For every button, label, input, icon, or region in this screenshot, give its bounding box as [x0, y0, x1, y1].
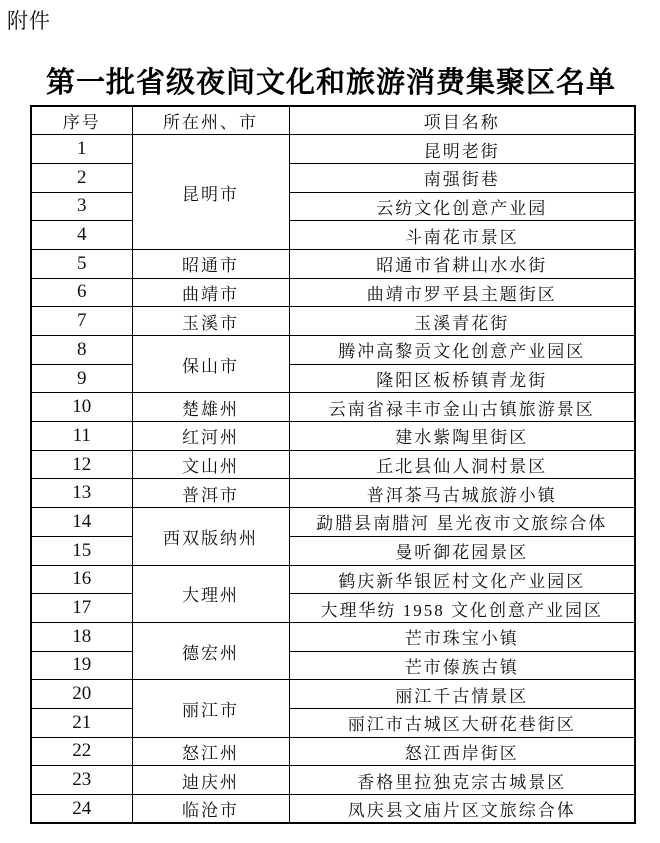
- cell-index: 9: [31, 364, 132, 393]
- table-row: [31, 508, 635, 537]
- table-row: [31, 221, 635, 250]
- cell-region: 临沧市: [132, 795, 289, 824]
- cell-project: 云南省禄丰市金山古镇旅游景区: [289, 393, 635, 422]
- cell-project: 怒江西岸街区: [289, 737, 635, 766]
- cell-project: 昆明老街: [289, 135, 635, 164]
- cell-index: 7: [31, 307, 132, 336]
- cell-project: 曼听御花园景区: [289, 536, 635, 565]
- cell-index: 15: [31, 536, 132, 565]
- cell-project: 曲靖市罗平县主题街区: [289, 278, 635, 307]
- cell-index: 5: [31, 249, 132, 278]
- cell-index: 21: [31, 708, 132, 737]
- cell-region: 丽江市: [132, 680, 289, 737]
- cell-project: 玉溪青花街: [289, 307, 635, 336]
- cell-region: 红河州: [132, 422, 289, 451]
- column-header-project: 项目名称: [289, 106, 635, 135]
- cell-region: 曲靖市: [132, 278, 289, 307]
- cell-index: 17: [31, 594, 132, 623]
- cell-index: 14: [31, 508, 132, 537]
- cell-project: 丽江千古情景区: [289, 680, 635, 709]
- table-row: [31, 249, 635, 278]
- table-row: [31, 135, 635, 164]
- cell-index: 16: [31, 565, 132, 594]
- roster-table-container: [30, 105, 636, 824]
- cell-project: 香格里拉独克宗古城景区: [289, 766, 635, 795]
- table-row: [31, 163, 635, 192]
- cell-project: 隆阳区板桥镇青龙街: [289, 364, 635, 393]
- cell-region: 普洱市: [132, 479, 289, 508]
- cell-project: 腾冲高黎贡文化创意产业园区: [289, 336, 635, 365]
- page-title: 第一批省级夜间文化和旅游消费集聚区名单: [45, 67, 616, 99]
- cell-index: 10: [31, 393, 132, 422]
- cell-index: 19: [31, 651, 132, 680]
- cell-region: 怒江州: [132, 737, 289, 766]
- cell-region: 保山市: [132, 336, 289, 393]
- cell-index: 24: [31, 795, 132, 824]
- column-header-index: 序号: [31, 106, 132, 135]
- cell-project: 普洱茶马古城旅游小镇: [289, 479, 635, 508]
- cell-index: 23: [31, 766, 132, 795]
- cell-region: 大理州: [132, 565, 289, 622]
- cell-project: 勐腊县南腊河 星光夜市文旅综合体: [289, 508, 635, 537]
- cell-project: 芒市傣族古镇: [289, 651, 635, 680]
- cell-index: 18: [31, 622, 132, 651]
- cell-index: 8: [31, 336, 132, 365]
- cell-index: 3: [31, 192, 132, 221]
- cell-index: 1: [31, 135, 132, 164]
- cell-region: 昭通市: [132, 249, 289, 278]
- table-row: [31, 622, 635, 651]
- table-row: [31, 307, 635, 336]
- cell-region: 楚雄州: [132, 393, 289, 422]
- table-row: [31, 364, 635, 393]
- cell-region: 昆明市: [132, 135, 289, 250]
- table-row: [31, 192, 635, 221]
- cell-project: 鹤庆新华银匠村文化产业园区: [289, 565, 635, 594]
- table-row: [31, 708, 635, 737]
- cell-project: 丘北县仙人洞村景区: [289, 450, 635, 479]
- cell-project: 云纺文化创意产业园: [289, 192, 635, 221]
- attachment-label: 附件: [7, 10, 51, 33]
- cell-project: 斗南花市景区: [289, 221, 635, 250]
- cell-project: 大理华纺 1958 文化创意产业园区: [289, 594, 635, 623]
- table-row: [31, 651, 635, 680]
- table-row: [31, 278, 635, 307]
- cell-index: 11: [31, 422, 132, 451]
- table-row: [31, 795, 635, 824]
- cell-project: 芒市珠宝小镇: [289, 622, 635, 651]
- cell-index: 2: [31, 163, 132, 192]
- table-row: [31, 336, 635, 365]
- cell-region: 文山州: [132, 450, 289, 479]
- cell-index: 20: [31, 680, 132, 709]
- cell-region: 德宏州: [132, 622, 289, 679]
- cell-region: 玉溪市: [132, 307, 289, 336]
- cell-index: 4: [31, 221, 132, 250]
- cell-project: 凤庆县文庙片区文旅综合体: [289, 795, 635, 824]
- cell-project: 昭通市省耕山水水街: [289, 249, 635, 278]
- cell-region: 西双版纳州: [132, 508, 289, 565]
- cell-region: 迪庆州: [132, 766, 289, 795]
- cell-project: 建水紫陶里街区: [289, 422, 635, 451]
- table-row: [31, 737, 635, 766]
- cell-index: 22: [31, 737, 132, 766]
- table-row: [31, 565, 635, 594]
- table-header-row: [31, 106, 635, 135]
- table-row: [31, 422, 635, 451]
- cell-project: 南强街巷: [289, 163, 635, 192]
- table-row: [31, 450, 635, 479]
- table-row: [31, 680, 635, 709]
- cell-index: 6: [31, 278, 132, 307]
- project-roster-table: [30, 105, 636, 824]
- table-row: [31, 766, 635, 795]
- cell-index: 13: [31, 479, 132, 508]
- table-row: [31, 393, 635, 422]
- table-row: [31, 536, 635, 565]
- cell-index: 12: [31, 450, 132, 479]
- cell-project: 丽江市古城区大研花巷街区: [289, 708, 635, 737]
- table-row: [31, 594, 635, 623]
- table-row: [31, 479, 635, 508]
- column-header-region: 所在州、市: [132, 106, 289, 135]
